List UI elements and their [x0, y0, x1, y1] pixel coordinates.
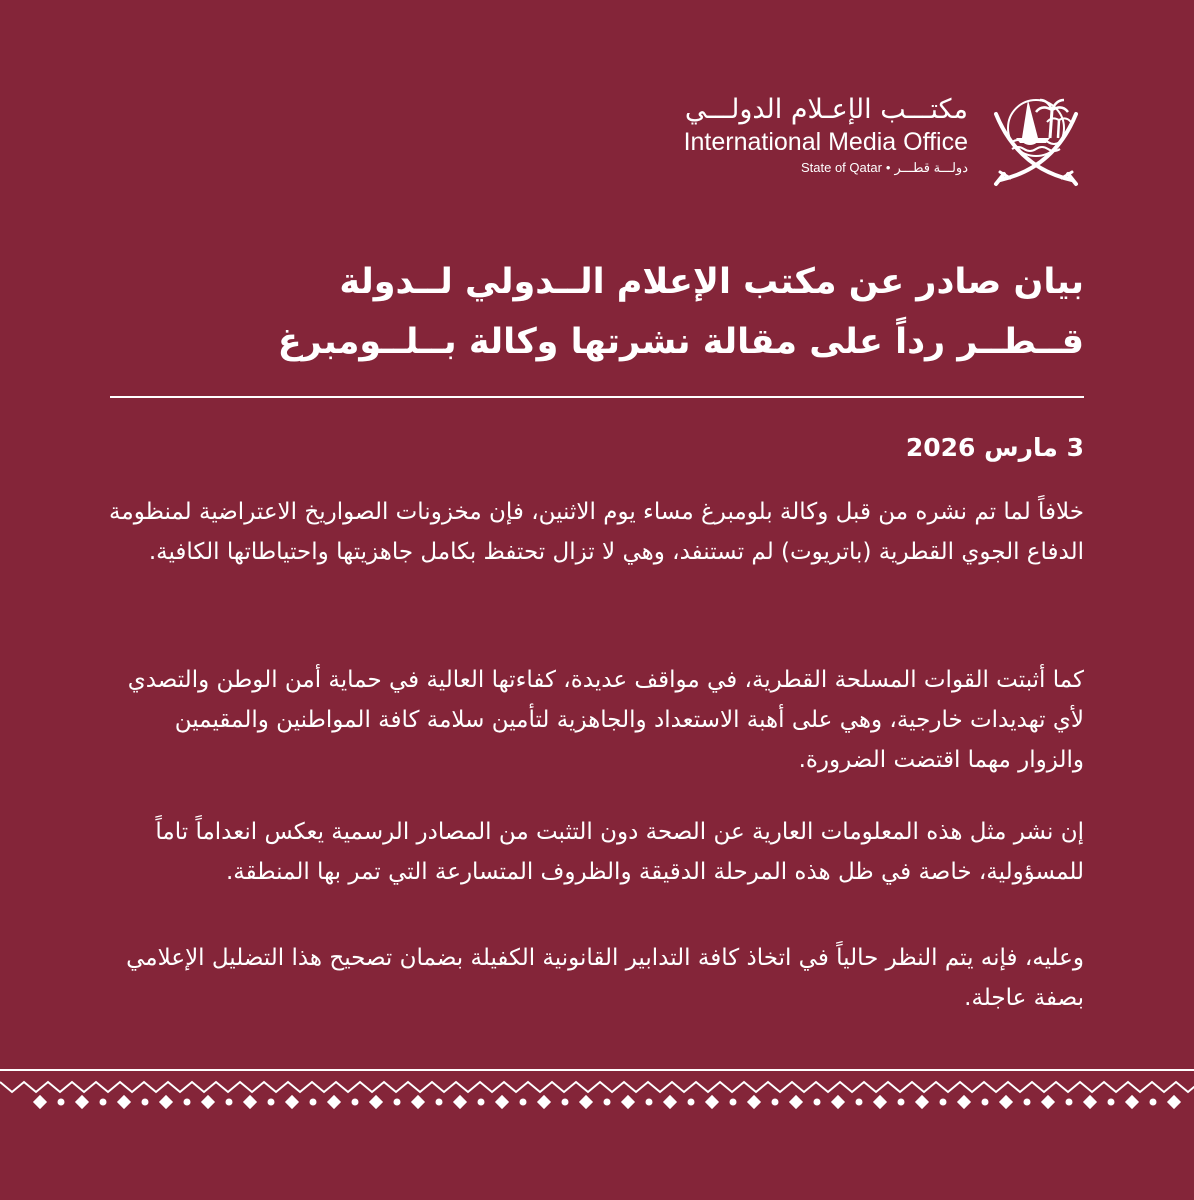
dot-mark: [898, 1099, 905, 1106]
dot-mark: [856, 1099, 863, 1106]
dot-mark: [1108, 1099, 1115, 1106]
dot-mark: [1066, 1099, 1073, 1106]
statement-title: [104, 252, 1084, 372]
paragraph-1: خلافاً لما تم نشره من قبل وكالة بلومبرغ مساء يوم الاثنين، فإن مخزونات الصواريخ الاعتراضية لمنظومة الدفاع الجوي القطرية (باتريوت) لم تستنفد، وهي لا تزال تحتفظ بكامل جاهزيتها واحتياطاتها الكافية.: [109, 499, 1084, 565]
diamond-mark: [117, 1095, 131, 1109]
paragraph-4: وعليه، فإنه يتم النظر حالياً في اتخاذ كافة التدابير القانونية الكفيلة بضمان تصحيح هذا التضليل الإعلامي بصفة عاجلة.: [126, 945, 1084, 1011]
state-arabic: دولـــة قطـــر: [894, 160, 968, 175]
diamond-mark: [579, 1095, 593, 1109]
dot-mark: [520, 1099, 527, 1106]
dot-mark: [730, 1099, 737, 1106]
zigzag-line: [0, 1082, 1194, 1092]
header: [684, 80, 1084, 192]
diamond-mark: [1167, 1095, 1181, 1109]
title-line-2: قــطــر رداً على مقالة نشرتها وكالة بــلــومبرغ: [277, 322, 1084, 362]
diamond-mark: [1125, 1095, 1139, 1109]
dot-mark: [352, 1099, 359, 1106]
dot-mark: [688, 1099, 695, 1106]
diamond-mark: [537, 1095, 551, 1109]
diamond-mark: [1041, 1095, 1055, 1109]
dot-mark: [940, 1099, 947, 1106]
org-name-english: International Media Office: [683, 128, 968, 156]
diamond-mark: [327, 1095, 341, 1109]
dot-mark: [772, 1099, 779, 1106]
dot-mark: [310, 1099, 317, 1106]
statement-date: 3 مارس 2026: [905, 433, 1084, 462]
dot-mark: [226, 1099, 233, 1106]
diamond-mark: [33, 1095, 47, 1109]
dot-mark: [1024, 1099, 1031, 1106]
diamond-mark: [243, 1095, 257, 1109]
diamond-mark: [495, 1095, 509, 1109]
title-divider: [110, 396, 1084, 398]
paragraph-2: كما أثبتت القوات المسلحة القطرية، في مواقف عديدة، كفاءتها العالية في حماية أمن الوطن والتصدي لأي تهديدات خارجية، وهي على أهبة الاستعداد والجاهزية لتأمين سلامة كافة المواطنين والمقيمين والزوار مهما اقتضت الضرورة.: [127, 667, 1084, 773]
diamond-mark: [411, 1095, 425, 1109]
diamond-mark: [285, 1095, 299, 1109]
state-separator: •: [885, 160, 891, 175]
dot-mark: [100, 1099, 107, 1106]
dot-mark: [604, 1099, 611, 1106]
diamond-mark: [705, 1095, 719, 1109]
diamond-mark: [789, 1095, 803, 1109]
dot-mark: [394, 1099, 401, 1106]
state-english: State of Qatar: [800, 160, 882, 175]
diamond-dot-row: [33, 1095, 1181, 1109]
diamond-mark: [747, 1095, 761, 1109]
dot-mark: [184, 1099, 191, 1106]
diamond-mark: [159, 1095, 173, 1109]
diamond-mark: [873, 1095, 887, 1109]
dot-mark: [478, 1099, 485, 1106]
diamond-mark: [453, 1095, 467, 1109]
paragraph-3: إن نشر مثل هذه المعلومات العارية عن الصحة دون التثبت من المصادر الرسمية يعكس انعداماً تاماً للمسؤولية، خاصة في ظل هذه المرحلة الدقيقة والظروف المتسارعة التي تمر بها المنطقة.: [155, 819, 1084, 885]
org-name-block: [684, 93, 968, 179]
diamond-mark: [1083, 1095, 1097, 1109]
dot-mark: [268, 1099, 275, 1106]
diamond-mark: [957, 1095, 971, 1109]
diamond-mark: [831, 1095, 845, 1109]
dot-mark: [142, 1099, 149, 1106]
dot-mark: [982, 1099, 989, 1106]
diamond-mark: [915, 1095, 929, 1109]
sadu-border-pattern: [0, 1062, 1194, 1152]
diamond-mark: [999, 1095, 1013, 1109]
diamond-mark: [663, 1095, 677, 1109]
diamond-mark: [369, 1095, 383, 1109]
dot-mark: [436, 1099, 443, 1106]
dot-mark: [58, 1099, 65, 1106]
dot-mark: [1150, 1099, 1157, 1106]
dot-mark: [646, 1099, 653, 1106]
qatar-emblem-icon: [988, 80, 1084, 192]
diamond-mark: [75, 1095, 89, 1109]
diamond-mark: [201, 1095, 215, 1109]
zigzag-row: [0, 1082, 1194, 1092]
dot-mark: [814, 1099, 821, 1106]
org-name-arabic: مكتـــب الإعـلام الدولـــي: [684, 94, 968, 125]
title-line-1: بيان صادر عن مكتب الإعلام الــدولي لــدولة: [339, 262, 1084, 302]
diamond-mark: [621, 1095, 635, 1109]
org-state-line: [801, 157, 968, 179]
dot-mark: [562, 1099, 569, 1106]
